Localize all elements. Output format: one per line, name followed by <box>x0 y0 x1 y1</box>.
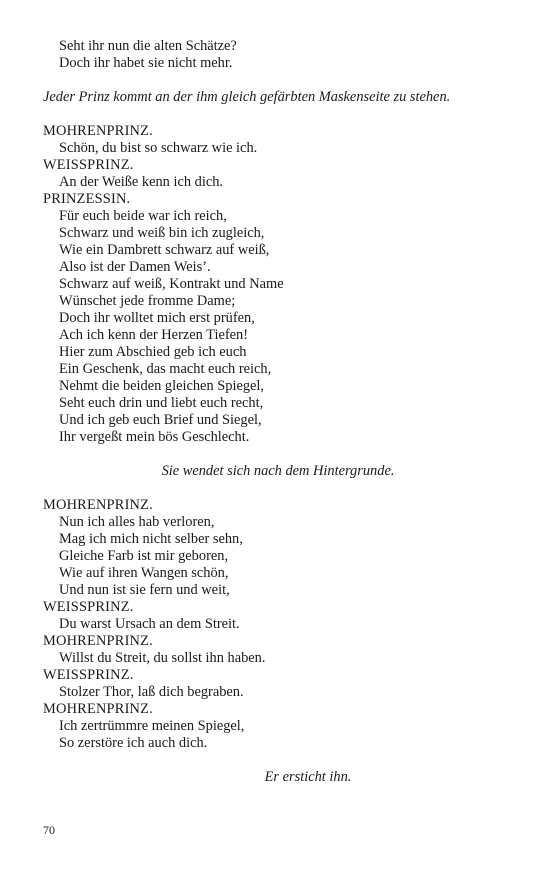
verse-line: Ein Geschenk, das macht euch reich, <box>59 361 272 377</box>
verse-line: Hier zum Abschied geb ich euch <box>59 344 247 360</box>
speaker-name: WEISSPRINZ. <box>43 599 134 615</box>
stanza-gap <box>43 446 513 463</box>
speaker-name: MOHRENPRINZ. <box>43 497 153 513</box>
verse-line: Wie auf ihren Wangen schön, <box>59 565 229 581</box>
verse-line: Schön, du bist so schwarz wie ich. <box>59 140 258 156</box>
page-number: 70 <box>43 823 55 837</box>
verse-line: So zerstöre ich auch dich. <box>59 735 208 751</box>
verse-line: Ach ich kenn der Herzen Tiefen! <box>59 327 249 343</box>
verse-line: An der Weiße kenn ich dich. <box>59 174 224 190</box>
verse-line: Seht euch drin und liebt euch recht, <box>59 395 264 411</box>
speaker-name: MOHRENPRINZ. <box>43 633 153 649</box>
verse-line: Und nun ist sie fern und weit, <box>59 582 230 598</box>
speaker-name: WEISSPRINZ. <box>43 667 134 683</box>
verse-line: Ich zertrümmre meinen Spiegel, <box>59 718 245 734</box>
verse-line: Schwarz auf weiß, Kontrakt und Name <box>59 276 284 292</box>
verse-line: Doch ihr wolltet mich erst prüfen, <box>59 310 255 326</box>
stage-direction: Jeder Prinz kommt an der ihm gleich gefärbten Maskenseite zu stehen. <box>43 89 451 105</box>
speaker-name: WEISSPRINZ. <box>43 157 134 173</box>
verse-line: Stolzer Thor, laß dich begraben. <box>59 684 244 700</box>
page-body <box>43 38 513 786</box>
verse-line: Gleiche Farb ist mir geboren, <box>59 548 229 564</box>
stanza-gap <box>43 752 513 769</box>
verse-line: Für euch beide war ich reich, <box>59 208 227 224</box>
verse-line: Und ich geb euch Brief und Siegel, <box>59 412 262 428</box>
verse-line: Schwarz und weiß bin ich zugleich, <box>59 225 265 241</box>
stage-direction: Er ersticht ihn. <box>264 769 352 785</box>
stanza-gap <box>43 72 513 89</box>
verse-line: Wie ein Dambrett schwarz auf weiß, <box>59 242 270 258</box>
verse-line: Willst du Streit, du sollst ihn haben. <box>59 650 266 666</box>
verse-line: Nehmt die beiden gleichen Spiegel, <box>59 378 265 394</box>
verse-line: Seht ihr nun die alten Schätze? <box>59 38 237 54</box>
speaker-name: MOHRENPRINZ. <box>43 701 153 717</box>
verse-line: Doch ihr habet sie nicht mehr. <box>59 55 233 71</box>
verse-line: Mag ich mich nicht selber sehn, <box>59 531 243 547</box>
verse-line: Wünschet jede fromme Dame; <box>59 293 236 309</box>
speaker-name: MOHRENPRINZ. <box>43 123 153 139</box>
stage-direction: Sie wendet sich nach dem Hintergrunde. <box>161 463 395 479</box>
speaker-name: PRINZESSIN. <box>43 191 131 207</box>
verse-line: Ihr vergeßt mein bös Geschlecht. <box>59 429 250 445</box>
stanza-gap <box>43 480 513 497</box>
stanza-gap <box>43 106 513 123</box>
verse-line: Nun ich alles hab verloren, <box>59 514 215 530</box>
verse-line: Also ist der Damen Weis’. <box>59 259 211 275</box>
verse-line: Du warst Ursach an dem Streit. <box>59 616 240 632</box>
